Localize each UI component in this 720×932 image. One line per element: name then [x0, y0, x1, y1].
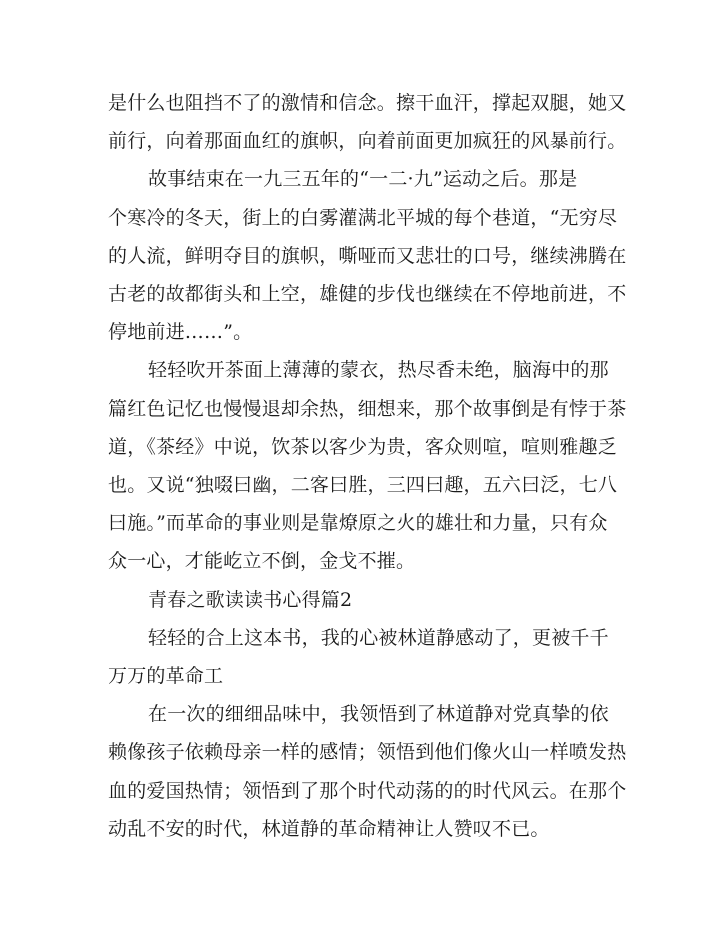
paragraph-start-line: 在一次的细细品味中，我领悟到了林道静对党真挚的依: [148, 703, 609, 725]
text-line: 的人流，鲜明夺目的旗帜，嘶哑而又悲壮的口号，继续沸腾在: [108, 245, 627, 267]
text-line: 也。又说“独啜曰幽，二客曰胜，三四曰趣，五六曰泛，七八: [108, 474, 618, 496]
text-line: 前行，向着那面血红的旗帜，向着前面更加疯狂的风暴前行。: [108, 130, 627, 152]
text-line: 万万的革命工: [108, 665, 224, 687]
text-line: 是什么也阻挡不了的激情和信念。擦干血汗，撑起双腿，她又: [108, 92, 627, 114]
paragraph-start-line: 故事结束在一九三五年的“一二·九”运动之后。那是: [148, 168, 578, 190]
text-line: 众一心，才能屹立不倒，金戈不摧。: [108, 550, 416, 572]
text-line: 道，《茶经》中说，饮茶以客少为贵，客众则喧，喧则雅趣乏: [108, 436, 617, 458]
text-line: 古老的故都街头和上空，雄健的步伐也继续在不停地前进，不: [108, 283, 627, 305]
text-line: 赖像孩子依赖母亲一样的感情；领悟到他们像火山一样喷发热: [108, 741, 627, 763]
text-line: 篇红色记忆也慢慢退却余热，细想来，那个故事倒是有悖于茶: [108, 398, 627, 420]
text-line: 血的爱国热情；领悟到了那个时代动荡的的时代风云。在那个: [108, 780, 627, 802]
text-line: 曰施。”而革命的事业则是靠燎原之火的雄壮和力量，只有众: [108, 512, 608, 534]
paragraph-start-line: 轻轻的合上这本书，我的心被林道静感动了，更被千千: [148, 627, 609, 649]
text-line: 动乱不安的时代，林道静的革命精神让人赞叹不已。: [108, 818, 550, 840]
section-heading: 青春之歌读读书心得篇2: [148, 589, 353, 611]
text-line: 个寒冷的冬天，街上的白雾灌满北平城的每个巷道，“无穷尽: [108, 207, 618, 229]
text-line: 停地前进……”。: [108, 321, 253, 343]
paragraph-start-line: 轻轻吹开茶面上薄薄的蒙衣，热尽香未绝，脑海中的那: [148, 359, 609, 381]
